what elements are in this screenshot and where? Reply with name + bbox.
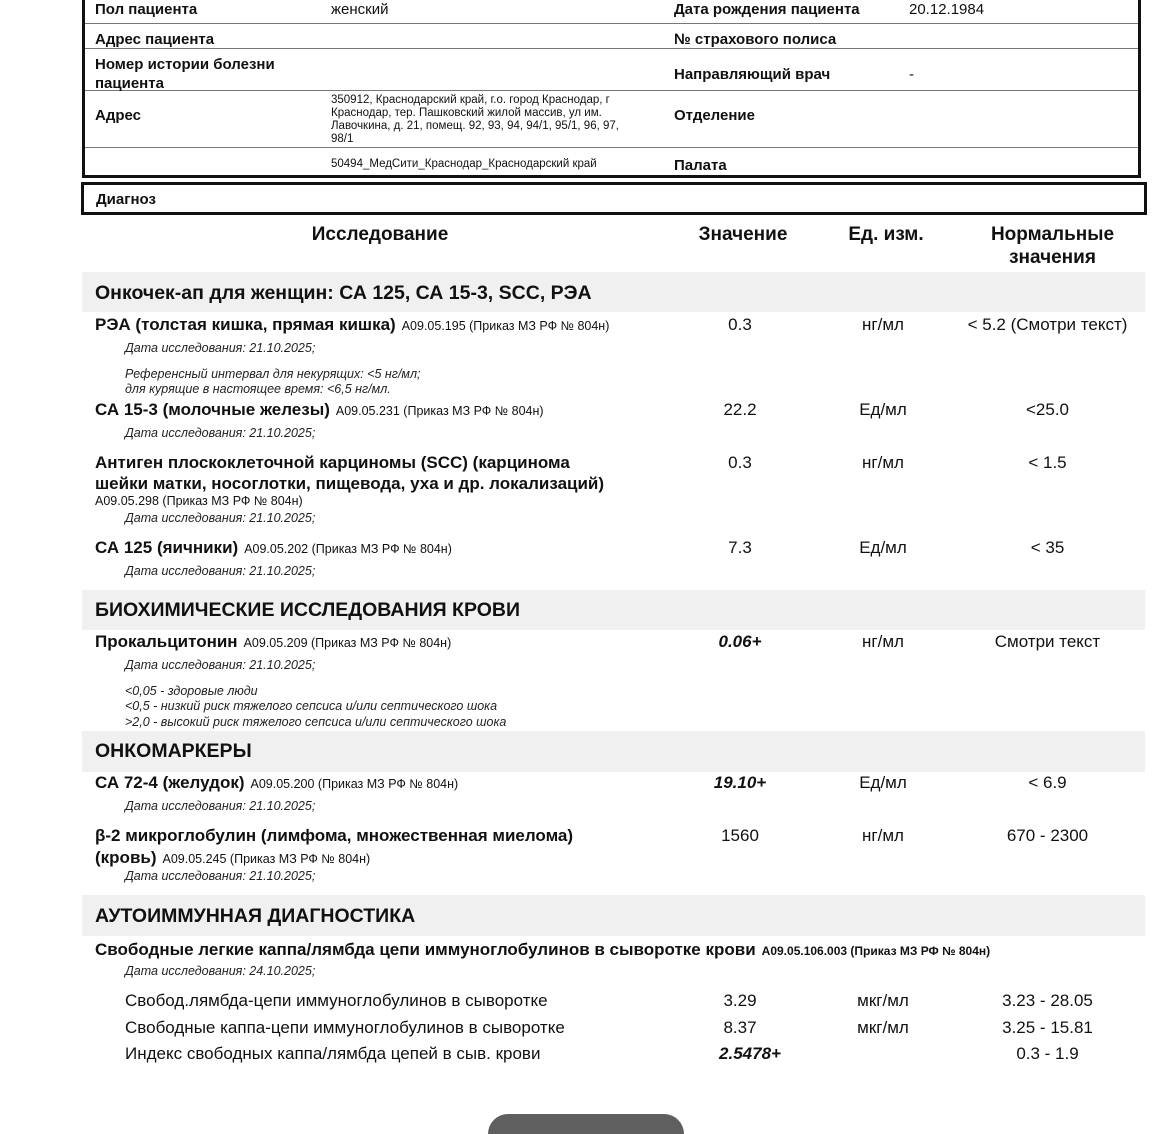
birthdate-value: 20.12.1984 <box>909 1 985 18</box>
test-note-line: <0,05 - здоровые люди <box>125 684 258 698</box>
test-code: A09.05.106.003 (Приказ МЗ РФ № 804н) <box>761 944 991 958</box>
subtest-normal-range: 3.25 - 15.81 <box>1002 1018 1093 1037</box>
subtest-unit: мкг/мл <box>857 1018 909 1037</box>
subtest-name: Индекс свободных каппа/лямбда цепей в сыв. крови <box>125 1044 541 1063</box>
patient-info-table <box>82 0 1141 178</box>
test-unit: нг/мл <box>862 826 904 845</box>
patient-address-label: Адрес пациента <box>95 31 215 48</box>
subtest-name: Свободные каппа-цепи иммуноглобулинов в сыворотке <box>125 1018 565 1037</box>
test-code: A09.05.202 (Приказ МЗ РФ № 804н) <box>244 542 452 556</box>
subtest-normal-range: 0.3 - 1.9 <box>1016 1044 1079 1063</box>
info-row-lab <box>85 147 1138 175</box>
test-normal-range: 670 - 2300 <box>1006 826 1089 845</box>
test-name-ca72-4 <box>95 772 458 795</box>
lab-address-line3: Лавочкина, д. 21, помещ. 92, 93, 94, 94/1, 95/1, 96, 97, <box>331 120 619 132</box>
section-header-biochemistry: БИОХИМИЧЕСКИЕ ИССЛЕДОВАНИЯ КРОВИ <box>82 590 1145 630</box>
test-unit: нг/мл <box>862 632 904 651</box>
department-label: Отделение <box>674 107 755 124</box>
subtest-unit: мкг/мл <box>857 991 909 1010</box>
ward-label: Палата <box>674 157 727 174</box>
test-title: СА 125 (яичники) <box>95 538 239 557</box>
test-normal-range: <25.0 <box>1025 400 1069 419</box>
test-name-b2m-line2 <box>95 847 370 870</box>
test-title: СА 15-3 (молочные железы) <box>95 400 330 419</box>
diagnosis-label: Диагноз <box>96 191 156 208</box>
test-value: 0.3 <box>728 315 752 334</box>
test-code: A09.05.195 (Приказ МЗ РФ № 804н) <box>401 319 610 333</box>
info-row-lab-address <box>85 90 1138 148</box>
test-title: РЭА (толстая кишка, прямая кишка) <box>95 315 396 334</box>
test-name-scc-line1: Антиген плоскоклеточной карциномы (SCC) (карцинома <box>95 453 570 472</box>
test-date: Дата исследования: 21.10.2025; <box>125 511 316 525</box>
test-title: Прокальцитонин <box>95 632 238 651</box>
column-header-normal-line1: Нормальные <box>990 224 1115 245</box>
test-unit: Ед/мл <box>859 773 907 792</box>
test-name-ca125 <box>95 537 452 560</box>
subtest-name: Свобод.лямбда-цепи иммуноглобулинов в сыворотке <box>125 991 548 1010</box>
subtest-normal-range: 3.23 - 28.05 <box>1002 991 1093 1010</box>
test-unit: нг/мл <box>862 315 904 334</box>
test-normal-range: < 35 <box>1030 538 1065 557</box>
test-code: A09.05.298 (Приказ МЗ РФ № 804н) <box>95 494 303 508</box>
test-date: Дата исследования: 21.10.2025; <box>125 658 316 672</box>
test-value-flagged: 0.06+ <box>718 632 762 651</box>
test-note-line: <0,5 - низкий риск тяжелого сепсиса и/или септического шока <box>125 699 498 713</box>
test-note-line: для курящие в настоящее время: <6,5 нг/мл. <box>125 382 391 396</box>
subtest-value-flagged: 2.5478+ <box>719 1044 781 1063</box>
test-code: A09.05.231 (Приказ МЗ РФ № 804н) <box>335 404 544 418</box>
lab-address-line2: Краснодар, тер. Пашковский жилой массив, ул им. <box>331 107 602 119</box>
test-code: A09.05.200 (Приказ МЗ РФ № 804н) <box>250 777 459 791</box>
section-header-oncocheck: Онкочек-ап для женщин: СА 125, СА 15-3, SCC, РЭА <box>82 272 1145 312</box>
test-code: A09.05.209 (Приказ МЗ РФ № 804н) <box>243 636 452 650</box>
bottom-overlay-handle[interactable] <box>488 1114 684 1134</box>
column-header-study: Исследование <box>311 224 449 245</box>
test-value-flagged: 19.10+ <box>713 773 767 792</box>
lab-address-line4: 98/1 <box>331 133 354 145</box>
subtest-value: 3.29 <box>723 991 757 1010</box>
lab-address-label: Адрес <box>95 107 142 124</box>
test-date: Дата исследования: 21.10.2025; <box>125 426 316 440</box>
info-row-address <box>85 23 1138 49</box>
sex-label: Пол пациента <box>95 1 198 18</box>
section-header-oncomarkers: ОНКОМАРКЕРЫ <box>82 731 1145 772</box>
test-name-scc-line2: шейки матки, носоглотки, пищевода, уха и др. локализаций) <box>95 474 605 493</box>
test-unit: Ед/мл <box>859 538 907 557</box>
test-name-procalcitonin <box>95 631 451 654</box>
test-title: Свободные легкие каппа/лямбда цепи иммуноглобулинов в сыворотке крови <box>95 940 756 959</box>
referring-doctor-label: Направляющий врач <box>674 66 831 83</box>
test-note-line: >2,0 - высокий риск тяжелого сепсиса и/или септического шока <box>125 715 507 729</box>
section-header-autoimmune: АУТОИММУННАЯ ДИАГНОСТИКА <box>82 895 1145 936</box>
test-value: 7.3 <box>728 538 752 557</box>
test-title: СА 72-4 (желудок) <box>95 773 245 792</box>
test-name-free-light-chains <box>95 939 990 962</box>
test-title: (кровь) <box>95 848 157 867</box>
diagnosis-box <box>81 182 1147 215</box>
test-code: A09.05.245 (Приказ МЗ РФ № 804н) <box>162 852 371 866</box>
test-unit: Ед/мл <box>859 400 907 419</box>
test-date: Дата исследования: 21.10.2025; <box>125 799 316 813</box>
test-date: Дата исследования: 24.10.2025; <box>125 964 316 978</box>
test-date: Дата исследования: 21.10.2025; <box>125 341 316 355</box>
test-name-cea <box>95 314 609 337</box>
test-normal-range: < 1.5 <box>1028 453 1067 472</box>
test-value: 0.3 <box>728 453 752 472</box>
test-date: Дата исследования: 21.10.2025; <box>125 564 316 578</box>
sex-value: женский <box>331 1 389 18</box>
column-header-value: Значение <box>698 224 788 245</box>
test-normal-range: < 6.9 <box>1028 773 1067 792</box>
test-note-line: Референсный интервал для некурящих: <5 нг/мл; <box>125 367 421 381</box>
birthdate-label: Дата рождения пациента <box>674 1 860 18</box>
test-value: 22.2 <box>723 400 757 419</box>
test-date: Дата исследования: 21.10.2025; <box>125 869 316 883</box>
test-name-ca15-3 <box>95 399 544 422</box>
column-header-unit: Ед. изм. <box>848 224 924 245</box>
column-header-normal-line2: значения <box>1009 247 1096 268</box>
test-normal-range: Смотри текст <box>994 632 1101 651</box>
lab-name-value: 50494_МедСити_Краснодар_Краснодарский край <box>331 158 597 170</box>
test-normal-range: < 5.2 (Смотри текст) <box>967 315 1128 334</box>
lab-address-line1: 350912, Краснодарский край, г.о. город Краснодар, г <box>331 94 610 106</box>
test-name-b2m-line1: β-2 микроглобулин (лимфома, множественная миелома) <box>95 826 574 845</box>
history-label-line1: Номер истории болезни <box>95 56 275 73</box>
history-label-line2: пациента <box>95 75 164 92</box>
subtest-value: 8.37 <box>723 1018 757 1037</box>
test-value: 1560 <box>721 826 759 845</box>
insurance-label: № страхового полиса <box>674 31 837 48</box>
test-unit: нг/мл <box>862 453 904 472</box>
referring-doctor-value: - <box>909 66 914 83</box>
